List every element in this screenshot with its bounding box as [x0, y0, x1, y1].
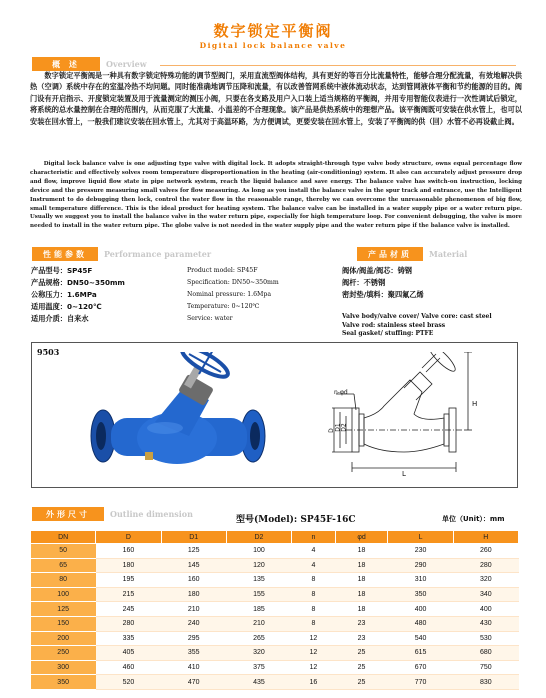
- column-header-d1: D1: [161, 531, 226, 544]
- table-cell: 145: [161, 558, 226, 573]
- table-cell: 150: [31, 616, 96, 631]
- column-header-n: n: [292, 531, 336, 544]
- material-seal-cn: 密封垫/填料：聚四氟乙烯: [342, 290, 424, 299]
- valve-drawing: [318, 352, 508, 484]
- table-cell: 350: [31, 675, 96, 690]
- material-body-cn: 阀体/阀盖/阀芯：铸钢: [342, 266, 412, 275]
- spec-size-en: Specification: DN50~350mm: [187, 279, 279, 286]
- table-cell: 400: [388, 602, 453, 617]
- column-header-phid: φd: [335, 531, 388, 544]
- table-cell: 230: [388, 544, 453, 559]
- table-cell: 470: [161, 675, 226, 690]
- table-cell: 460: [96, 660, 161, 675]
- table-cell: 615: [388, 646, 453, 661]
- performance-tag: 性能参数: [32, 247, 98, 261]
- table-cell: 410: [161, 660, 226, 675]
- table-cell: 290: [388, 558, 453, 573]
- table-cell: 18: [335, 544, 388, 559]
- dimension-model: 型号(Model): SP45F-16C: [236, 515, 356, 525]
- overview-text-cn: 数字锁定平衡阀是一种具有数字锁定特殊功能的调节型阀门，采用直流型阀体结构，具有更好的等百分比流量特性，能够合理分配流量，有效地解决供热（空调）系统中存在的室温冷热不均问题。同时能准确地调节压降和流量，有以改善管网系统中液体流动状态，达到管网液体平衡和节约能源的目的。阀门设有开启指示、开度锁定装置及用于流量测定的测压小阀，只要在各支路及用户入口装上适当规格的平衡阀，并用专用智能仪表进行一次性调试后锁定，将系统的总水量控制在合理的范围内，从而克服了大流量、小温差的不合理现象。该产品是供热系统中的理想产品。该平衡阀既可安装在供水管上，也可以安装在回水管上，一般我们建议安装在回水管上，尤其对于高温环路，为方便调试，更要安装在回水管上，安装了平衡阀的供（回）水管不必再设截止阀。: [30, 71, 522, 126]
- table-cell: 120: [226, 558, 291, 573]
- table-cell: 245: [96, 602, 161, 617]
- dimension-tag: 外形尺寸: [32, 507, 104, 521]
- table-cell: 18: [335, 587, 388, 602]
- table-row: [31, 573, 519, 588]
- table-cell: 770: [388, 675, 453, 690]
- table-cell: 240: [161, 616, 226, 631]
- table-cell: 295: [161, 631, 226, 646]
- dimension-unit: 单位（Unit）：mm: [442, 515, 505, 523]
- table-cell: 23: [335, 631, 388, 646]
- table-cell: 375: [226, 660, 291, 675]
- table-cell: 280: [96, 616, 161, 631]
- overview-divider: [160, 65, 516, 66]
- material-rod-cn: 阀杆：不锈钢: [342, 278, 386, 287]
- table-cell: 50: [31, 544, 96, 559]
- material-header: [357, 247, 467, 261]
- drawing-label-d: D: [327, 428, 335, 433]
- dimension-table: [30, 530, 519, 690]
- column-header-dn: DN: [31, 531, 96, 544]
- table-cell: 23: [335, 616, 388, 631]
- spec-model-en: Product model: SP45F: [187, 267, 258, 274]
- column-header-d: D: [96, 531, 161, 544]
- table-cell: 125: [161, 544, 226, 559]
- table-cell: 750: [453, 660, 518, 675]
- table-cell: 310: [388, 573, 453, 588]
- table-cell: 12: [292, 660, 336, 675]
- table-cell: 260: [453, 544, 518, 559]
- overview-text-en: Digital lock balance valve is one adjusting type valve with digital lock. It adopts straight-through type valve body structure, owns equal percentage flow characteristic and effectively solves room temperature disproportionation in the heating (air-conditioning) system. It also can accurately adjust pressure drop and flow, improve liquid flow state in pipe network system, reach the liquid balance and save energy. The balance valve has switch-on instruction, locking device and the pressure measuring small valves for flow measuring. As long as you install the balance valve in the spur track and entrance, use the Intelligent Instrument to do debugging then lock, control the water flow in the reasonable range, thereby we can overcome the unreasonable phenomenon of big flow, small temperature difference. This is the ideal product for heating system. The balance valve can be installed in a water supply pipe or a water return pipe. Usually we suggest you to install the balance valve in the water return pipe, especially for high temperature loop. For convenient debugging, the valve is more needed to install in the water return pipe. The globe valve is not needed in the water supply pipe and the water return pipe if the balance valve is installed.: [30, 161, 522, 230]
- column-header-d2: D2: [226, 531, 291, 544]
- material-seal-en: Seal gasket/ stuffing: PTFE: [342, 330, 434, 337]
- table-cell: 400: [453, 602, 518, 617]
- table-row: [31, 646, 519, 661]
- table-cell: 8: [292, 602, 336, 617]
- table-header-row: [31, 531, 519, 544]
- spec-model-cn: 产品型号：SP45F: [31, 266, 93, 275]
- table-cell: 405: [96, 646, 161, 661]
- table-cell: 4: [292, 544, 336, 559]
- table-cell: 185: [226, 602, 291, 617]
- table-row: [31, 544, 519, 559]
- drawing-label-d2: D2: [340, 423, 348, 432]
- table-cell: 200: [31, 631, 96, 646]
- table-cell: 100: [31, 587, 96, 602]
- table-cell: 670: [388, 660, 453, 675]
- table-cell: 265: [226, 631, 291, 646]
- table-cell: 340: [453, 587, 518, 602]
- table-cell: 125: [31, 602, 96, 617]
- product-code: 9503: [37, 347, 60, 357]
- material-rod-en: Valve rod: stainless steel brass: [342, 321, 446, 329]
- table-cell: 520: [96, 675, 161, 690]
- performance-header: [32, 247, 211, 261]
- table-cell: 180: [96, 558, 161, 573]
- performance-list-en: [187, 265, 279, 325]
- performance-list-cn: [31, 265, 125, 325]
- table-cell: 350: [388, 587, 453, 602]
- table-row: [31, 616, 519, 631]
- table-cell: 530: [453, 631, 518, 646]
- overview-header: [32, 57, 147, 71]
- table-cell: 8: [292, 573, 336, 588]
- table-cell: 18: [335, 602, 388, 617]
- table-cell: 210: [226, 616, 291, 631]
- table-cell: 135: [226, 573, 291, 588]
- table-cell: 480: [388, 616, 453, 631]
- material-heading-en: Material: [429, 249, 468, 259]
- table-cell: 4: [292, 558, 336, 573]
- spec-pressure-en: Nominal pressure: 1.6Mpa: [187, 291, 272, 298]
- table-cell: 12: [292, 631, 336, 646]
- table-cell: 65: [31, 558, 96, 573]
- table-cell: 18: [335, 558, 388, 573]
- table-cell: 355: [161, 646, 226, 661]
- table-cell: 160: [161, 573, 226, 588]
- table-row: [31, 558, 519, 573]
- table-cell: 195: [96, 573, 161, 588]
- table-cell: 680: [453, 646, 518, 661]
- spec-temperature-cn: 适用温度：0~120℃: [31, 302, 102, 311]
- table-cell: 25: [335, 646, 388, 661]
- material-list-cn: [342, 265, 424, 301]
- spec-pressure-cn: 公称压力：1.6MPa: [31, 290, 97, 299]
- table-cell: 335: [96, 631, 161, 646]
- page-subtitle: Digital lock balance valve: [199, 41, 347, 50]
- table-cell: 320: [226, 646, 291, 661]
- spec-size-cn: 产品规格：DN50~350mm: [31, 278, 125, 287]
- table-row: [31, 587, 519, 602]
- table-cell: 80: [31, 573, 96, 588]
- drawing-label-nphid: n-φd: [334, 389, 348, 396]
- drawing-label-d1: D1: [334, 423, 342, 432]
- table-row: [31, 631, 519, 646]
- column-header-l: L: [388, 531, 453, 544]
- material-tag: 产品材质: [357, 247, 423, 261]
- spec-medium-en: Service: water: [187, 315, 233, 322]
- table-cell: 160: [96, 544, 161, 559]
- dimension-header: [32, 507, 193, 521]
- table-row: [31, 602, 519, 617]
- table-cell: 320: [453, 573, 518, 588]
- overview-tag: 概 述: [32, 57, 100, 71]
- table-cell: 430: [453, 616, 518, 631]
- table-cell: 8: [292, 616, 336, 631]
- table-row: [31, 660, 519, 675]
- table-cell: 12: [292, 646, 336, 661]
- table-cell: 210: [161, 602, 226, 617]
- material-list-en: [342, 313, 492, 339]
- table-cell: 180: [161, 587, 226, 602]
- dimension-table-body: [31, 544, 519, 690]
- column-header-h: H: [453, 531, 518, 544]
- dimension-heading-en: Outline dimension: [110, 509, 193, 519]
- drawing-label-h: H: [472, 400, 478, 408]
- table-cell: 25: [335, 660, 388, 675]
- table-cell: 300: [31, 660, 96, 675]
- valve-photo: [85, 352, 275, 484]
- material-body-en: Valve body/valve cover/ Valve core: cast steel: [342, 313, 492, 320]
- table-cell: 155: [226, 587, 291, 602]
- spec-temperature-en: Temperature: 0~120℃: [187, 303, 260, 310]
- table-cell: 100: [226, 544, 291, 559]
- table-cell: 435: [226, 675, 291, 690]
- table-cell: 16: [292, 675, 336, 690]
- table-cell: 280: [453, 558, 518, 573]
- table-cell: 18: [335, 573, 388, 588]
- spec-medium-cn: 适用介质：自来水: [31, 314, 89, 323]
- table-cell: 8: [292, 587, 336, 602]
- table-row: [31, 675, 519, 690]
- table-cell: 215: [96, 587, 161, 602]
- page-title: 数字锁定平衡阀: [213, 22, 333, 40]
- table-cell: 830: [453, 675, 518, 690]
- table-cell: 25: [335, 675, 388, 690]
- performance-heading-en: Performance parameter: [104, 249, 212, 259]
- table-cell: 540: [388, 631, 453, 646]
- table-cell: 250: [31, 646, 96, 661]
- drawing-label-l: L: [402, 470, 406, 478]
- overview-heading-en: Overview: [106, 59, 147, 69]
